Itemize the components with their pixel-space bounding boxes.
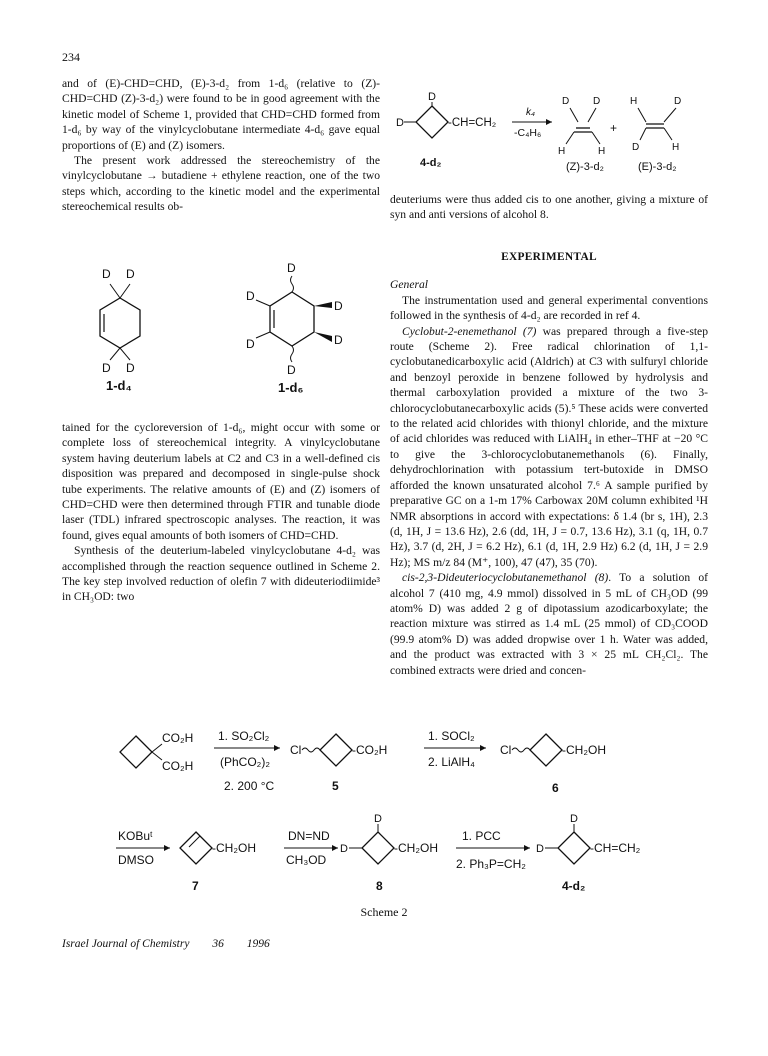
- deuterium-label: D: [396, 117, 404, 129]
- left-column-top: [62, 76, 380, 215]
- svg-text:D: D: [126, 361, 135, 375]
- svg-text:-CH₂OH: -CH₂OH: [562, 743, 606, 757]
- top-reaction-scheme: [390, 84, 720, 184]
- reagent: 1. SOCl₂: [428, 729, 475, 743]
- cyclohexene-structures: [70, 254, 370, 414]
- svg-text:H: H: [630, 96, 638, 107]
- page-footer: [62, 938, 290, 950]
- paragraph: tained for the cycloreversion of 1-d₆, might occur with some or complete loss of stereochemical integrity. A vinylcyclobutane system having deuterium labels at C2 and C3 in a well-defined cis disposition was prepared and decomposed in single-pulse shock tube experiments. The relative amounts of (E) and (Z) isomers of CHD=CHD were then determined through FTIR and tunable diode laser (TDL) infrared spectroscopic analyses. The reaction, it was found, gives equal amounts of both isomers of CHD=CHD.: [62, 421, 380, 542]
- right-column-top: [390, 192, 708, 223]
- svg-text:D: D: [287, 363, 296, 377]
- compound-title: Cyclobut-2-enemethanol (7): [402, 324, 537, 338]
- reagent: DMSO: [118, 853, 154, 867]
- paragraph: Synthesis of the deuterium-labeled vinylcyclobutane 4-d₂ was accomplished through the reaction sequence outlined in Scheme 2. The key step involved reduction of olefin 7 with dideuteriodiimide³ in CH₃OD: two: [62, 544, 380, 604]
- journal-volume: 36: [212, 938, 224, 950]
- vinyl-group: -CH=CH₂: [448, 117, 497, 129]
- paragraph: The present work addressed the stereochemistry of the vinylcyclobutane → butadiene + ethylene reaction, one of the two steps which, according to the kinetic model and the experimental stereochemical results ob-: [62, 154, 380, 214]
- compound-label: 5: [332, 779, 339, 793]
- journal-year: 1996: [246, 938, 270, 950]
- reagent: 2. Ph₃P=CH₂: [456, 857, 526, 871]
- compound-label: (Z)-3-d₂: [566, 161, 604, 173]
- reagent: (PhCO₂)₂: [220, 755, 270, 769]
- plus-sign: +: [610, 121, 618, 135]
- svg-text:-CH₂OH: -CH₂OH: [394, 841, 438, 855]
- paragraph: and of (E)-CHD=CHD, (E)-3-d₂ from 1-d₆ (relative to (Z)-CHD=CHD (Z)-3-d₂) were found to be in good agreement with the kinetic model of Scheme 1, provided that CHD=CHD formed from 1-d₆ by way of the vinylcyclobutane intermediate 4-d₆ gave equal proportions of (E) and (Z) isomers.: [62, 77, 380, 152]
- svg-text:D: D: [536, 843, 544, 855]
- experimental-section: [390, 250, 708, 678]
- svg-text:D: D: [334, 333, 343, 347]
- reagent: 2. 200 °C: [224, 779, 275, 793]
- compound-label: 1-d₄: [106, 378, 132, 393]
- paragraph: Cyclobut-2-enemethanol (7) was prepared through a five-step route (Scheme 2). Free radical chlorination of 1,1-cyclobutanedicarboxylic acid (Aldrich) at C3 with sulfuryl chloride and benzoyl peroxide in benzene followed by hydrolysis and thermal carboxylation provided a mixture of the two 3-chlorocyclobutanecarboxylic acids (5).⁵ These acids were converted to the related acid chlorides with thionyl chloride, and the mixture of acid chlorides was reduced with LiAlH₄ in ether–THF at −20 °C to give the 3-chlorocyclobutanemethanols (6). Finally, dehydrochlorination with potassium tert-butoxide in DMSO afforded the known unsaturated alcohol 7.⁶ A sample purified by preparative GC on a 1-m 17% Carbowax 20M column exhibited ¹H NMR absorptions in accord with expectations: δ 1.4 (br s, 1H), 2.3 (d, 1H, J = 13.6 Hz), 2.6 (dd, 1H, J = 0.7, 13.6 Hz), 3.1 (q, 1H, 0.7 Hz), 3.7 (d, 2H, J = 6.2 Hz), 6.1 (d, 1H, 2.9 Hz) 6.2 (d, 1H, J = 2.9 Hz); MS m/z 84 (M⁺, 100), 47 (47), 35 (70).: [390, 324, 708, 569]
- svg-text:Cl: Cl: [290, 743, 302, 757]
- reagent: KOBuᵗ: [118, 829, 153, 843]
- svg-text:D: D: [632, 142, 640, 153]
- compound-label: 4-d₂: [420, 157, 442, 169]
- eliminated-fragment: -C₄H₆: [514, 127, 542, 139]
- reagent: 1. SO₂Cl₂: [218, 729, 270, 743]
- svg-text:H: H: [598, 146, 606, 157]
- svg-text:-CH=CH₂: -CH=CH₂: [590, 841, 641, 855]
- svg-text:D: D: [340, 843, 348, 855]
- rate-constant: k₄: [526, 107, 536, 118]
- reagent: DN=ND: [288, 829, 330, 843]
- svg-text:CO₂H: CO₂H: [162, 759, 194, 773]
- svg-text:D: D: [287, 261, 296, 275]
- svg-text:D: D: [246, 337, 255, 351]
- svg-text:CO₂H: CO₂H: [162, 731, 194, 745]
- svg-text:-CH₂OH: -CH₂OH: [212, 841, 256, 855]
- svg-text:D: D: [374, 813, 382, 825]
- svg-text:D: D: [102, 361, 111, 375]
- scheme-2: [110, 712, 690, 897]
- compound-label: (E)-3-d₂: [638, 161, 677, 173]
- svg-text:D: D: [126, 267, 135, 281]
- reagent: 2. LiAlH₄: [428, 755, 475, 769]
- compound-label: 4-d₂: [562, 879, 586, 893]
- journal-name: Israel Journal of Chemistry: [62, 938, 190, 950]
- compound-label: 6: [552, 781, 559, 795]
- svg-text:D: D: [593, 96, 601, 107]
- svg-text:D: D: [334, 299, 343, 313]
- svg-text:-CO₂H: -CO₂H: [352, 743, 388, 757]
- svg-text:D: D: [102, 267, 111, 281]
- svg-text:D: D: [246, 289, 255, 303]
- paragraph: cis-2,3-Dideuteriocyclobutanemethanol (8). To a solution of alcohol 7 (410 mg, 4.9 mmol) dissolved in 5 mL of CH₃OD (99 atom% D) was added 2 g of dipotassium azodicarboxylate; the reaction mixture was stirred as 1.4 mL (25 mmol) of CD₃COOD (99.9 atom% D) was added dropwise over 1 h. Water was added, and the product was extracted with 3 × 25 mL CH₂Cl₂. The combined extracts were dried and concen-: [390, 571, 708, 677]
- deuterium-label: D: [428, 91, 436, 103]
- svg-text:H: H: [672, 142, 680, 153]
- compound-title: cis-2,3-Dideuteriocyclobutanemethanol (8): [402, 571, 609, 585]
- compound-label: 1-d₆: [278, 380, 304, 395]
- paragraph: deuteriums were thus added cis to one another, giving a mixture of syn and anti versions of alcohol 8.: [390, 193, 708, 222]
- reagent: CH₃OD: [286, 853, 327, 867]
- section-heading: EXPERIMENTAL: [501, 251, 597, 263]
- reagent: 1. PCC: [462, 829, 501, 843]
- compound-label: 7: [192, 879, 199, 893]
- svg-text:D: D: [570, 813, 578, 825]
- svg-text:Cl: Cl: [500, 743, 512, 757]
- compound-label: 8: [376, 879, 383, 893]
- svg-text:H: H: [558, 146, 566, 157]
- subsection-heading: General: [390, 278, 428, 292]
- paragraph: The instrumentation used and general experimental conventions followed in the synthesis of 4-d₂ are recorded in ref 4.: [390, 293, 708, 323]
- svg-text:D: D: [674, 96, 682, 107]
- svg-text:D: D: [562, 96, 570, 107]
- page-number: 234: [62, 50, 80, 64]
- scheme-caption: Scheme 2: [360, 905, 408, 919]
- left-column-bottom: [62, 420, 380, 605]
